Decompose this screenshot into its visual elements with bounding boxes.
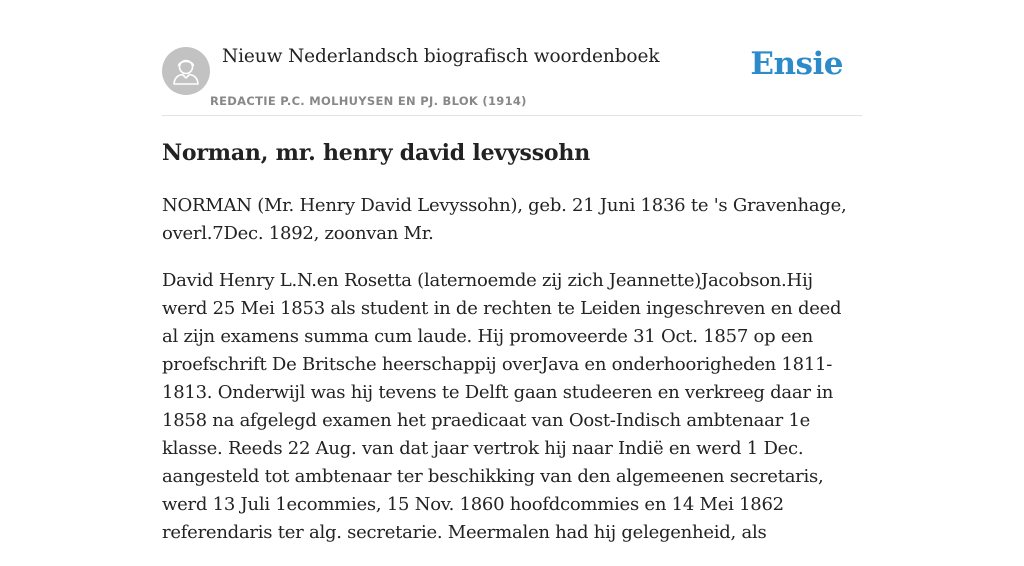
source-title[interactable]: Nieuw Nederlandsch biografisch woordenboek xyxy=(222,46,660,67)
source-editors: REDACTIE P.C. MOLHUYSEN EN PJ. BLOK (1914) xyxy=(210,94,527,108)
source-header xyxy=(162,0,862,116)
article-paragraph: NORMAN (Mr. Henry David Levyssohn), geb. 21 Juni 1836 te 's Gravenhage, overl.7Dec. 1892, zoonvan Mr. xyxy=(162,195,847,244)
ensie-logo[interactable]: Ensie xyxy=(750,46,843,82)
user-icon[interactable] xyxy=(162,47,210,95)
article-paragraph: David Henry L.N.en Rosetta (laternoemde zij zich Jeannette)Jacobson.Hij werd 25 Mei 1853 als student in de rechten te Leiden ingeschreven en deed al zijn examens summa cum laude. Hij promoveerde 31 Oct. 1857 op een proefschrift De Britsche heerschappij overJava en onderhoorigheden 1811-1813. Onderwijl was hij tevens te Delft gaan studeeren en verkreeg daar in 1858 na afgelegd examen het praedicaat van Oost-Indisch ambtenaar 1e klasse. Reeds 22 Aug. van dat jaar vertrok hij naar Indië en werd 1 Dec. aangesteld tot ambtenaar ter beschikking van den algemeenen secretaris, werd 13 Juli 1ecommies, 15 Nov. 1860 hoofdcommies en 14 Mei 1862 referendaris ter alg. secretarie. Meermalen had hij gelegenheid, als xyxy=(162,270,842,543)
article-title: Norman, mr. henry david levyssohn xyxy=(162,140,590,166)
article-body xyxy=(162,192,862,566)
